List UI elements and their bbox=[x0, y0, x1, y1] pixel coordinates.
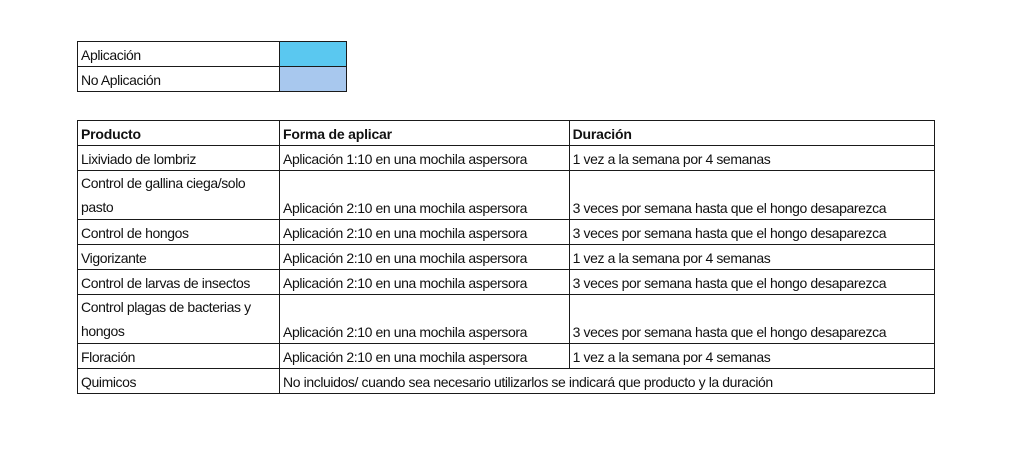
legend-table bbox=[77, 41, 347, 92]
cell-forma: Aplicación 2:10 en una mochila aspersora bbox=[280, 295, 570, 344]
legend-label: No Aplicación bbox=[78, 67, 280, 92]
legend-row bbox=[78, 67, 347, 92]
cell-forma: Aplicación 2:10 en una mochila aspersora bbox=[280, 245, 570, 270]
header-producto: Producto bbox=[78, 121, 280, 146]
cell-forma: Aplicación 2:10 en una mochila aspersora bbox=[280, 344, 570, 369]
cell-producto: Control de hongos bbox=[78, 220, 280, 245]
cell-producto: Floración bbox=[78, 344, 280, 369]
cell-producto: Control de gallina ciega/solo pasto bbox=[78, 171, 280, 220]
cell-duracion: 3 veces por semana hasta que el hongo desaparezca bbox=[569, 270, 934, 295]
cell-nota: No incluidos/ cuando sea necesario utilizarlos se indicará que producto y la duración bbox=[280, 369, 935, 394]
cell-forma: Aplicación 2:10 en una mochila aspersora bbox=[280, 220, 570, 245]
table-row bbox=[78, 344, 935, 369]
cell-forma: Aplicación 1:10 en una mochila aspersora bbox=[280, 146, 570, 171]
table-row bbox=[78, 171, 935, 220]
table-row bbox=[78, 295, 935, 344]
table-row bbox=[78, 245, 935, 270]
cell-producto: Control plagas de bacterias y hongos bbox=[78, 295, 280, 344]
cell-duracion: 3 veces por semana hasta que el hongo desaparezca bbox=[569, 220, 934, 245]
header-duracion: Duración bbox=[569, 121, 934, 146]
legend-swatch bbox=[280, 67, 347, 92]
cell-duracion: 1 vez a la semana por 4 semanas bbox=[569, 146, 934, 171]
table-row bbox=[78, 270, 935, 295]
cell-producto: Control de larvas de insectos bbox=[78, 270, 280, 295]
cell-duracion: 1 vez a la semana por 4 semanas bbox=[569, 344, 934, 369]
table-row bbox=[78, 220, 935, 245]
cell-producto: Quimicos bbox=[78, 369, 280, 394]
legend-swatch bbox=[280, 42, 347, 67]
products-table bbox=[77, 120, 935, 394]
cell-duracion: 3 veces por semana hasta que el hongo desaparezca bbox=[569, 171, 934, 220]
table-row-quimicos bbox=[78, 369, 935, 394]
header-row bbox=[78, 121, 935, 146]
cell-producto: Vigorizante bbox=[78, 245, 280, 270]
legend-label: Aplicación bbox=[78, 42, 280, 67]
legend-row bbox=[78, 42, 347, 67]
cell-duracion: 1 vez a la semana por 4 semanas bbox=[569, 245, 934, 270]
header-forma-de-aplicar: Forma de aplicar bbox=[280, 121, 570, 146]
table-row bbox=[78, 146, 935, 171]
cell-forma: Aplicación 2:10 en una mochila aspersora bbox=[280, 171, 570, 220]
cell-producto: Lixiviado de lombriz bbox=[78, 146, 280, 171]
cell-duracion: 3 veces por semana hasta que el hongo desaparezca bbox=[569, 295, 934, 344]
cell-forma: Aplicación 2:10 en una mochila aspersora bbox=[280, 270, 570, 295]
